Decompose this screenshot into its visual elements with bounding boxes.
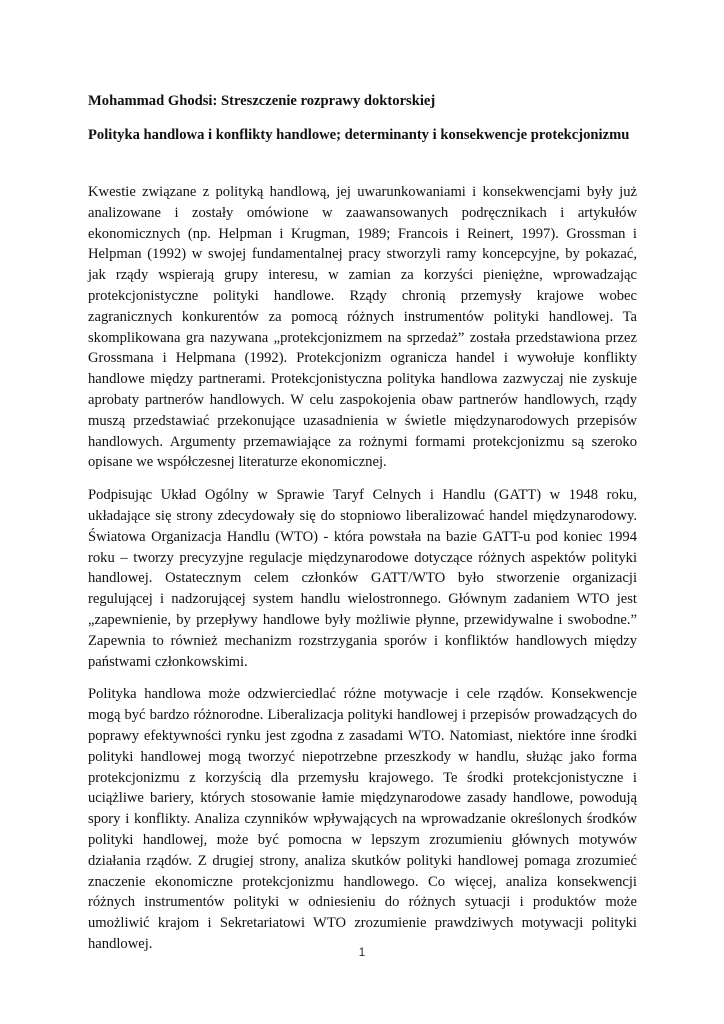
document-body xyxy=(88,92,637,967)
page-number: 1 xyxy=(358,947,366,959)
document-title: Mohammad Ghodsi: Streszczenie rozprawy doktorskiej xyxy=(88,93,436,109)
document-subtitle: Polityka handlowa i konflikty handlowe; determinanty i konsekwencje protekcjonizmu xyxy=(88,127,630,143)
body-paragraph-2: Podpisując Układ Ogólny w Sprawie Taryf Celnych i Handlu (GATT) w 1948 roku, układające się strony zdecydowały się do stopniowo liberalizować handel międzynarodowy. Światowa Organizacja Handlu (WTO) - która powstała na bazie GATT-u pod koniec 1994 roku – tworzy precyzyjne regulacje międzynarodowe dotyczące różnych aspektów polityki handlowej. Ostatecznym celem członków GATT/WTO było stworzenie organizacji regulującej i nadzorującej system handlu wielostronnego. Głównym zadaniem WTO jest „zapewnienie, by przepływy handlowe były możliwie płynne, przewidywalne i swobodne.” Zapewnia to również mechanizm rozstrzygania sporów i konfliktów handlowych między państwami członkowskimi. xyxy=(88,487,637,670)
body-paragraph-1: Kwestie związane z polityką handlową, jej uwarunkowaniami i konsekwencjami były już analizowane i zostały omówione w zaawansowanych podręcznikach i artykułów ekonomicznych (np. Helpman i Krugman, 1989; Francois i Reinert, 1997). Grossman i Helpman (1992) w swojej fundamentalnej pracy stworzyli ramy koncepcyjne, by pokazać, jak rządy wspierają grupy interesu, w zamian za korzyści pieniężne, wprowadzając protekcjonistyczne polityki handlowe. Rządy chronią przemysły krajowe wobec zagranicznych konkurentów za pomocą różnych instrumentów polityki handlowej. Ta skomplikowana gra nazywana „protekcjonizmem na sprzedaż” została przedstawiona przez Grossmana i Helpmana (1992). Protekcjonizm ogranicza handel i wywołuje konflikty handlowe między partnerami. Protekcjonistyczna polityka handlowa zazwyczaj nie zyskuje aprobaty partnerów handlowych. W celu zaspokojenia obaw partnerów handlowych, rządy muszą przedstawiać przekonujące uzasadnienia w świetle międzynarodowych przepisów handlowych. Argumenty przemawiające za rożnymi formami protekcjonizmu są szeroko opisane we współczesnej literaturze ekonomicznej. xyxy=(88,184,637,471)
body-paragraph-3: Polityka handlowa może odzwierciedlać różne motywacje i cele rządów. Konsekwencje mogą być bardzo różnorodne. Liberalizacja polityki handlowej i przepisów prowadzących do poprawy efektywności rynku jest zgodna z zasadami WTO. Natomiast, niektóre inne środki polityki handlowej mogą tworzyć niepotrzebne przeszkody w handlu, służąc jako forma protekcjonizmu z korzyścią dla przemysłu krajowego. Te środki protekcjonistyczne i uciążliwe bariery, których stosowanie łamie międzynarodowe zasady handlowe, powodują spory i konflikty. Analiza czynników wpływających na wprowadzanie określonych środków polityki handlowej, może być pomocna w lepszym zrozumieniu głównych motywów działania rządów. Z drugiej strony, analiza skutków polityki handlowej pomaga zrozumieć znaczenie ekonomiczne protekcjonizmu handlowego. Co więcej, analiza konsekwencji różnych instrumentów polityki w odniesieniu do różnych sytuacji i produktów może umożliwić krajom i Sekretariatowi WTO zrozumienie prawdziwych motywacji polityki handlowej. xyxy=(88,686,637,952)
